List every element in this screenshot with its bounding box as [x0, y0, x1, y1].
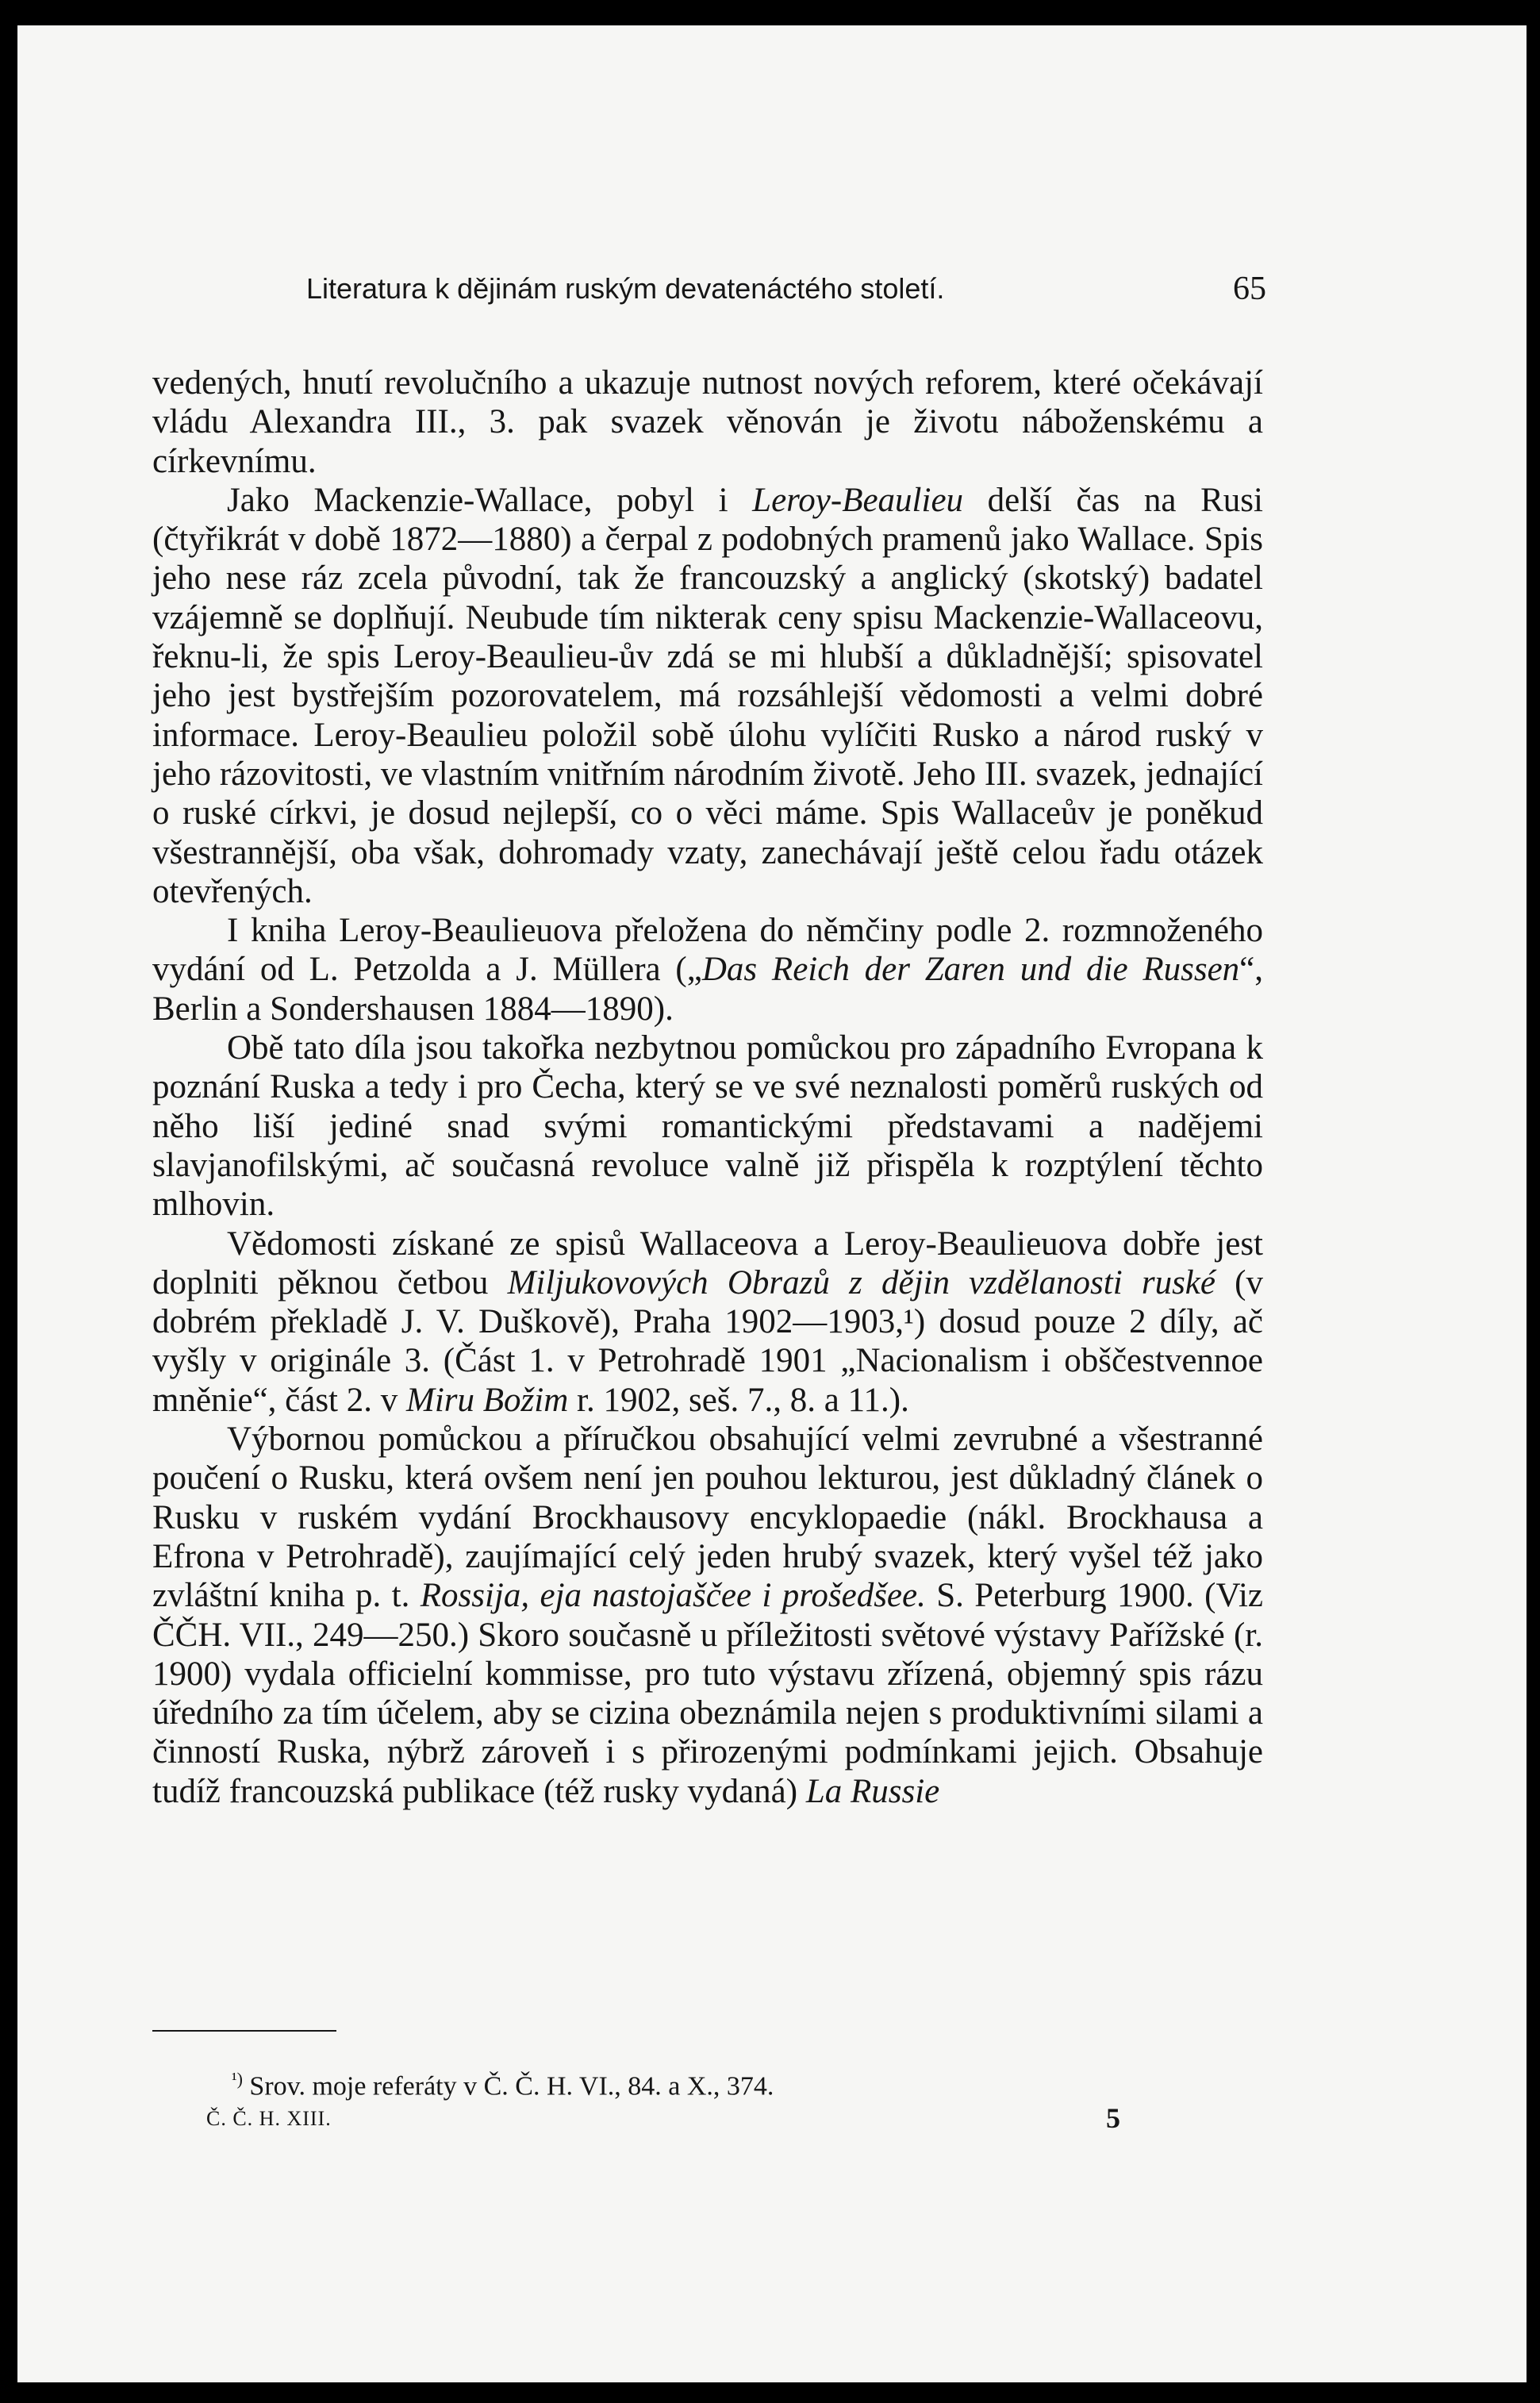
- footnote-marker: ¹): [232, 2069, 243, 2089]
- paragraph: [152, 1225, 1263, 1420]
- italic-title: Miljukovových Obrazů z dějin vzdělanosti ruské: [507, 1263, 1215, 1301]
- italic-title: La Russie: [805, 1772, 940, 1810]
- paragraph: [152, 481, 1263, 911]
- italic-title: Leroy-Beaulieu: [752, 481, 964, 519]
- text-segment: r. 1902, seš. 7., 8. a 11.).: [568, 1381, 909, 1419]
- page-header: [306, 265, 1266, 313]
- sheet-number: 5: [1106, 2102, 1120, 2134]
- running-title: Literatura k dějinám ruským devatenáctého století.: [306, 272, 945, 305]
- text-segment: Vědomosti získané ze spisů Wallaceova a Leroy-Beaulieuova dobře jest doplniti pěknou četbou: [152, 1225, 1263, 1301]
- text-segment: Obě tato díla jsou takořka nezbytnou pomůckou pro západního Evropana k poznání Ruska a tedy i pro Čecha, který se ve své neznalosti poměrů ruských od něho liší jediné snad svými romantickými představami a nadějemi slavjanofilskými, ač současná revoluce valně již přispěla k rozptýlení těchto mlhovin.: [152, 1029, 1263, 1224]
- italic-title: Das Reich der Zaren und die Russen: [701, 951, 1240, 989]
- footnote-rule: [152, 2030, 336, 2032]
- text-segment: “, Berlin a Sondershausen 1884—1890).: [152, 951, 1263, 1028]
- italic-title: Miru Božim: [406, 1381, 569, 1419]
- paragraph: [152, 363, 1263, 481]
- text-segment: S. Peterburg 1900. (Viz ČČH. VII., 249—250.) Skoro současně u příležitosti světové výstavy Pařížské (r. 1900) vydala officielní kommisse, pro tuto výstavu zřízená, objemný spis rázu úředního za tím účelem, aby se cizina obeznámila nejen s produktivními silami a činností Ruska, nýbrž zároveň i s přirozenými podmínkami jejich. Obsahuje tudíž francouzská publikace (též rusky vydaná): [152, 1577, 1264, 1810]
- page-number: 65: [1233, 271, 1266, 307]
- sheet-signature: Č. Č. H. XIII.: [206, 2107, 332, 2130]
- text-segment: I kniha Leroy-Beaulieuova přeložena do němčiny podle 2. rozmnoženého vydání od L. Petzolda a J. Müllera („: [152, 912, 1263, 989]
- book-page: [17, 25, 1527, 2382]
- paragraph: [152, 1420, 1263, 1811]
- body-text: [152, 363, 1263, 1811]
- text-segment: delší čas na Rusi (čtyřikrát v době 1872—1880) a čerpal z podobných pramenů jako Wallace. Spis jeho nese ráz zcela původní, tak že francouzský a anglický (skotský) badatel vzájemně se doplňují. Neubude tím nikterak ceny spisu Mackenzie-Wallaceovu, řeknu-li, že spis Leroy-Beaulieu-ův zdá se mi hlubší a důkladnější; spisovatel jeho jest bystřejším pozorovatelem, má rozsáhlejší vědomosti a velmi dobré informace. Leroy-Beaulieu položil sobě úlohu vylíčiti Rusko a národ ruský v jeho rázovitosti, ve vlastním vnitřním národním životě. Jeho III. svazek, jednající o ruské církvi, je dosud nejlepší, co o věci máme. Spis Wallaceův je poněkud všestrannější, oba však, dohromady vzaty, zanechávají ještě celou řadu otázek otevřených.: [152, 481, 1263, 910]
- paragraph: [152, 1028, 1263, 1224]
- text-segment: Výbornou pomůckou a příručkou obsahující velmi zevrubné a všestranné poučení o Rusku, která ovšem není jen pouhou lekturou, jest důkladný článek o Rusku v ruském vydání Brockhausovy encyklopaedie (nákl. Brockhausa a Efrona v Petrohradě), zaujímající celý jeden hrubý svazek, který vyšel též jako zvláštní kniha p. t.: [152, 1421, 1263, 1615]
- text-segment: vedených, hnutí revolučního a ukazuje nutnost nových reforem, které očekávají vládu Alexandra III., 3. pak svazek věnován je životu náboženskému a církevnímu.: [152, 364, 1263, 480]
- footnote: [232, 2063, 774, 2102]
- text-segment: (v dobrém překladě J. V. Duškově), Praha 1902—1903,¹) dosud pouze 2 díly, ač vyšly v originále 3. (Část 1. v Petrohradě 1901 „Nacionalism i obščestvennoe mněnie“, část 2. v: [152, 1263, 1263, 1419]
- italic-title: Rossija, eja nastojaščee i prošedšee.: [420, 1577, 926, 1615]
- paragraph: [152, 911, 1263, 1028]
- footnote-text: Srov. moje referáty v Č. Č. H. VI., 84. a X., 374.: [242, 2071, 774, 2101]
- text-segment: Jako Mackenzie-Wallace, pobyl i: [227, 481, 753, 519]
